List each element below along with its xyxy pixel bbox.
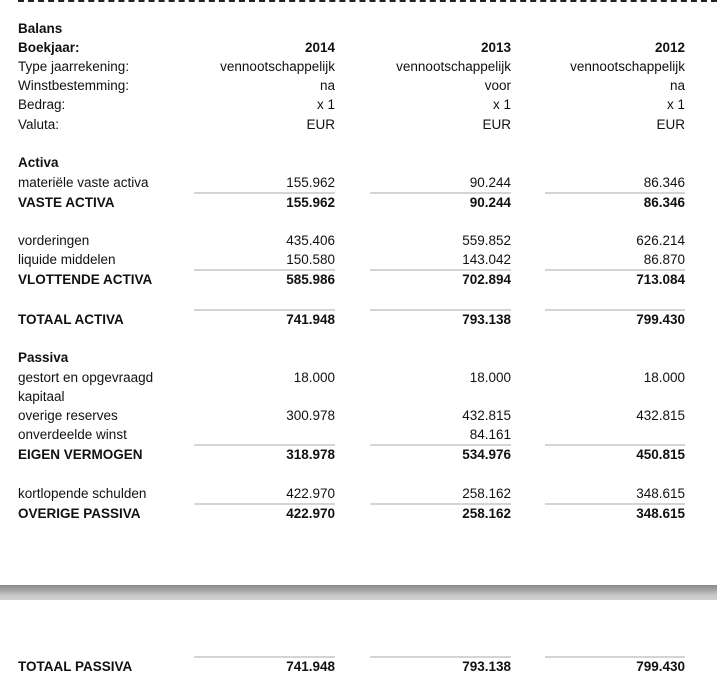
total-row bbox=[0, 657, 717, 676]
cell-value: 741.948 bbox=[286, 312, 335, 327]
activa-heading: Activa bbox=[18, 155, 59, 170]
cell-value: 86.870 bbox=[643, 252, 685, 267]
total-row bbox=[0, 310, 717, 329]
winst-value: voor bbox=[484, 78, 511, 93]
row-label: TOTAAL ACTIVA bbox=[18, 312, 124, 327]
winst-label: Winstbestemming: bbox=[18, 78, 130, 93]
bedrag-value: x 1 bbox=[492, 97, 511, 112]
row-label: liquide middelen bbox=[18, 252, 116, 267]
page-break-divider bbox=[0, 585, 717, 600]
cell-value: 155.962 bbox=[286, 195, 335, 210]
cell-value: 318.978 bbox=[286, 447, 335, 462]
type-value: vennootschappelijk bbox=[220, 59, 335, 74]
cell-value: 559.852 bbox=[462, 233, 511, 248]
cell-value: 348.615 bbox=[636, 486, 685, 501]
table-row-continued bbox=[0, 387, 717, 406]
cell-value: 741.948 bbox=[286, 659, 335, 674]
cell-value: 90.244 bbox=[469, 195, 511, 210]
cell-value: 258.162 bbox=[462, 486, 511, 501]
bedrag-label: Bedrag: bbox=[18, 97, 66, 112]
row-label: VLOTTENDE ACTIVA bbox=[18, 272, 153, 287]
cell-value: 18.000 bbox=[469, 370, 511, 385]
cell-value: 435.406 bbox=[286, 233, 335, 248]
cell-value: 799.430 bbox=[636, 659, 685, 674]
passiva-heading: Passiva bbox=[18, 350, 69, 365]
bedrag-row bbox=[0, 95, 717, 114]
row-label: kortlopende schulden bbox=[18, 486, 147, 501]
cell-value: 793.138 bbox=[462, 659, 511, 674]
cell-value: 432.815 bbox=[636, 408, 685, 423]
type-value: vennootschappelijk bbox=[570, 59, 685, 74]
valuta-value: EUR bbox=[656, 117, 685, 132]
subtotal-row bbox=[0, 193, 717, 212]
cell-value: 86.346 bbox=[643, 195, 685, 210]
year-2012: 2012 bbox=[654, 40, 685, 55]
row-label: materiële vaste activa bbox=[18, 175, 149, 190]
type-row bbox=[0, 57, 717, 76]
cell-value: 422.970 bbox=[286, 486, 335, 501]
row-label: VASTE ACTIVA bbox=[18, 195, 115, 210]
winst-row bbox=[0, 76, 717, 95]
cell-value: 702.894 bbox=[462, 272, 511, 287]
type-label: Type jaarrekening: bbox=[18, 59, 130, 74]
subtotal-row bbox=[0, 270, 717, 289]
table-row bbox=[0, 250, 717, 269]
table-row bbox=[0, 425, 717, 444]
cell-value: 143.042 bbox=[462, 252, 511, 267]
valuta-value: EUR bbox=[306, 117, 335, 132]
subtotal-row bbox=[0, 445, 717, 464]
cell-value: 155.962 bbox=[286, 175, 335, 190]
year-2013: 2013 bbox=[480, 40, 511, 55]
passiva-heading-row bbox=[0, 348, 717, 367]
cell-value: 450.815 bbox=[636, 447, 685, 462]
cell-value: 713.084 bbox=[636, 272, 685, 287]
cell-value: 86.346 bbox=[643, 175, 685, 190]
row-label: TOTAAL PASSIVA bbox=[18, 659, 133, 674]
valuta-row bbox=[0, 115, 717, 134]
row-label: EIGEN VERMOGEN bbox=[18, 447, 143, 462]
cell-value: 422.970 bbox=[286, 506, 335, 521]
year-2014: 2014 bbox=[304, 40, 335, 55]
activa-heading-row bbox=[0, 153, 717, 172]
row-label: onverdeelde winst bbox=[18, 427, 127, 442]
cell-value: 348.615 bbox=[636, 506, 685, 521]
boekjaar-row bbox=[0, 38, 717, 57]
boekjaar-label: Boekjaar: bbox=[18, 40, 80, 55]
type-value: vennootschappelijk bbox=[396, 59, 511, 74]
row-label: OVERIGE PASSIVA bbox=[18, 506, 141, 521]
table-row bbox=[0, 484, 717, 503]
table-row bbox=[0, 231, 717, 250]
cell-value: 90.244 bbox=[469, 175, 511, 190]
winst-value: na bbox=[319, 78, 335, 93]
cell-value: 432.815 bbox=[462, 408, 511, 423]
cell-value: 585.986 bbox=[286, 272, 335, 287]
cell-value: 150.580 bbox=[286, 252, 335, 267]
valuta-label: Valuta: bbox=[18, 117, 60, 132]
cell-value: 18.000 bbox=[643, 370, 685, 385]
row-label: kapitaal bbox=[18, 389, 65, 404]
bedrag-value: x 1 bbox=[666, 97, 685, 112]
cell-value: 534.976 bbox=[462, 447, 511, 462]
subtotal-row bbox=[0, 504, 717, 523]
table-row bbox=[0, 406, 717, 425]
row-label: gestort en opgevraagd bbox=[18, 370, 154, 385]
page-title: Balans bbox=[18, 21, 63, 36]
title-row bbox=[0, 19, 717, 38]
table-row bbox=[0, 173, 717, 192]
cell-value: 300.978 bbox=[286, 408, 335, 423]
bedrag-value: x 1 bbox=[316, 97, 335, 112]
row-label: overige reserves bbox=[18, 408, 118, 423]
cell-value: 626.214 bbox=[636, 233, 685, 248]
table-row bbox=[0, 368, 717, 387]
page-top-dashed-border bbox=[18, 0, 717, 2]
cell-value: 799.430 bbox=[636, 312, 685, 327]
cell-value: 258.162 bbox=[462, 506, 511, 521]
cell-value: 84.161 bbox=[469, 427, 511, 442]
cell-value: 18.000 bbox=[293, 370, 335, 385]
valuta-value: EUR bbox=[482, 117, 511, 132]
winst-value: na bbox=[669, 78, 685, 93]
row-label: vorderingen bbox=[18, 233, 90, 248]
cell-value: 793.138 bbox=[462, 312, 511, 327]
